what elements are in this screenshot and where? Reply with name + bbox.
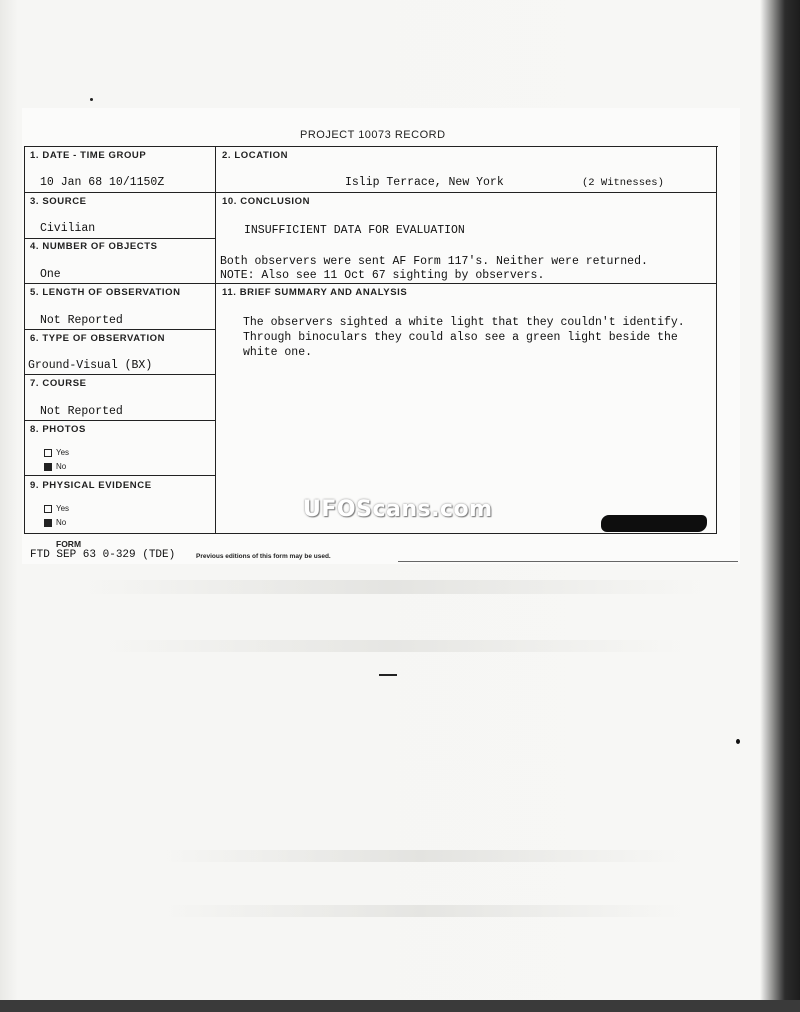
bleed-through-5 <box>160 905 680 917</box>
scan-bottom-edge <box>0 1000 800 1012</box>
length-of-observation-label: 5. LENGTH OF OBSERVATION <box>30 287 181 298</box>
summary-line-1: The observers sighted a white light that they couldn't identify. <box>243 316 685 329</box>
bottom-rule <box>24 533 717 534</box>
row4-rule <box>24 283 717 284</box>
row1-rule <box>24 192 717 193</box>
bleed-through-4 <box>160 850 680 862</box>
length-of-observation-value: Not Reported <box>40 314 123 327</box>
speck-3 <box>379 674 397 676</box>
redaction-mark <box>601 515 707 532</box>
physical-evidence-yes-checkbox <box>44 505 52 513</box>
photos-no-label: No <box>56 462 67 471</box>
photos-no-option <box>44 462 66 471</box>
conclusion-value: INSUFFICIENT DATA FOR EVALUATION <box>244 224 465 237</box>
photos-yes-checkbox <box>44 449 52 457</box>
summary-label: 11. BRIEF SUMMARY AND ANALYSIS <box>222 287 408 298</box>
course-value: Not Reported <box>40 405 123 418</box>
number-of-objects-label: 4. NUMBER OF OBJECTS <box>30 241 158 252</box>
footer-form-id: FTD SEP 63 0-329 (TDE) <box>30 549 176 561</box>
physical-evidence-label: 9. PHYSICAL EVIDENCE <box>30 480 152 491</box>
physical-evidence-no-checkbox <box>44 519 52 527</box>
photos-label: 8. PHOTOS <box>30 424 86 435</box>
date-time-group-label: 1. DATE - TIME GROUP <box>30 150 147 161</box>
footer-form-word: FORM <box>56 539 82 549</box>
location-witness-note: (2 Witnesses) <box>582 177 664 189</box>
type-of-observation-label: 6. TYPE OF OBSERVATION <box>30 333 166 344</box>
speck-2 <box>736 739 740 744</box>
summary-line-3: white one. <box>243 346 313 359</box>
source-value: Civilian <box>40 222 96 235</box>
type-of-observation-value: Ground-Visual (BX) <box>28 359 153 372</box>
physical-evidence-yes-option <box>44 504 69 513</box>
date-time-group-value: 10 Jan 68 10/1150Z <box>40 176 165 189</box>
speck-1 <box>90 98 93 101</box>
location-label: 2. LOCATION <box>222 150 289 161</box>
location-value: Islip Terrace, New York <box>345 176 504 189</box>
top-rule <box>24 146 718 147</box>
course-label: 7. COURSE <box>30 378 87 389</box>
row6-rule <box>24 374 216 375</box>
conclusion-label: 10. CONCLUSION <box>222 196 311 207</box>
photos-no-checkbox <box>44 463 52 471</box>
source-label: 3. SOURCE <box>30 196 87 207</box>
bleed-through-3 <box>100 640 680 652</box>
physical-evidence-no-option <box>44 518 66 527</box>
physical-evidence-yes-label: Yes <box>56 504 70 513</box>
photos-yes-option <box>44 448 69 457</box>
bleed-through-2 <box>80 580 700 594</box>
footer-underline <box>398 561 738 562</box>
conclusion-note-line-2: NOTE: Also see 11 Oct 67 sighting by observers. <box>220 269 545 282</box>
summary-line-2: Through binoculars they could also see a green light beside the <box>243 331 678 344</box>
physical-evidence-no-label: No <box>56 518 67 527</box>
row5-rule <box>24 329 216 330</box>
photos-yes-label: Yes <box>56 448 70 457</box>
right-border <box>716 146 717 534</box>
number-of-objects-value: One <box>40 268 61 281</box>
watermark: UFOScans.com <box>303 497 493 522</box>
footer-fine-print: Previous editions of this form may be used. <box>196 553 331 560</box>
row8-rule <box>24 475 216 476</box>
row7-rule <box>24 420 216 421</box>
row3-rule <box>24 238 216 239</box>
form-title: PROJECT 10073 RECORD <box>300 129 446 141</box>
conclusion-note-line-1: Both observers were sent AF Form 117's. Neither were returned. <box>220 255 648 268</box>
